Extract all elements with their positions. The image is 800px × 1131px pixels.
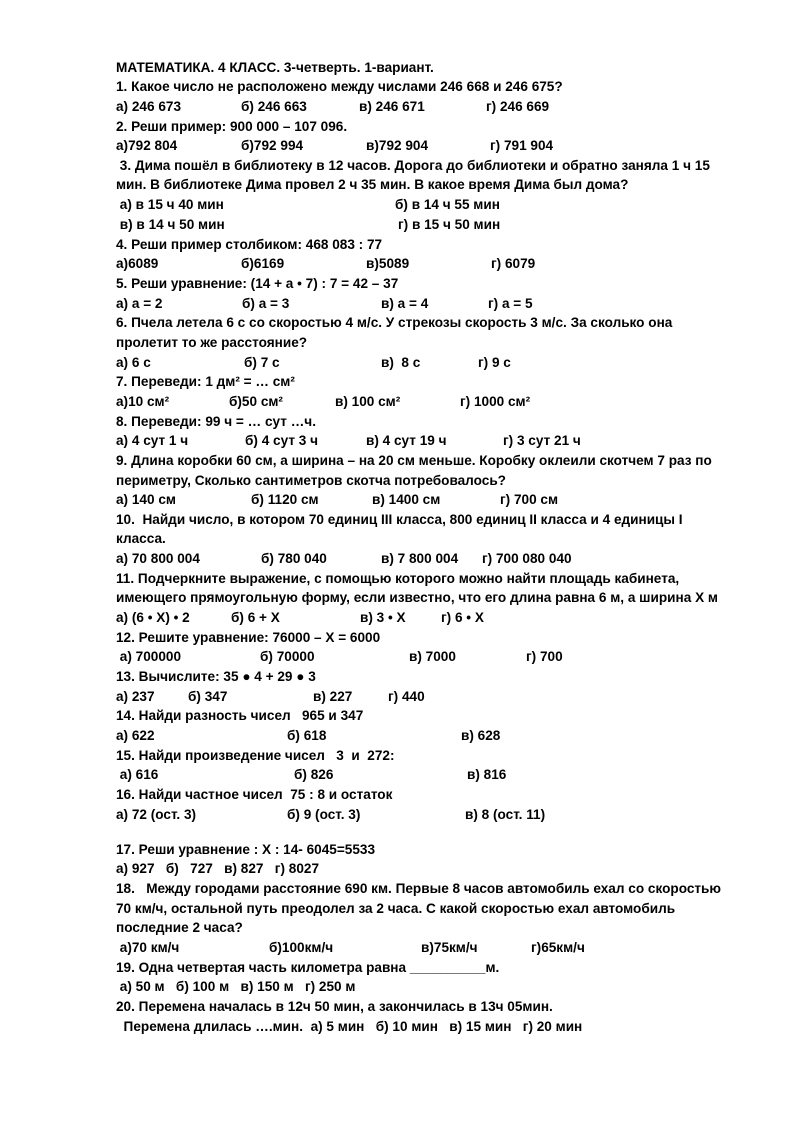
q11-option-b: б) 6 + Х — [231, 610, 280, 625]
q10-option-b: б) 780 040 — [261, 551, 327, 566]
q2-option-b: б)792 994 — [241, 138, 304, 153]
q17-options: а) 927 б) 727 в) 827 г) 8027 — [116, 861, 320, 876]
q16-option-b: б) 9 (ост. 3) — [287, 807, 361, 822]
q19-options: а) 50 м б) 100 м в) 150 м г) 250 м — [116, 979, 356, 994]
question-11-text-line2: имеющего прямоугольную форму, если известно, что его длина равна 6 м, а ширина Х м — [116, 590, 718, 605]
question-4-text: 4. Реши пример столбиком: 468 083 : 77 — [116, 237, 383, 252]
question-10-text-line2: класса. — [116, 531, 166, 546]
question-18-text-line1: 18. Между городами расстояние 690 км. Первые 8 часов автомобиль ехал со скоростью — [116, 881, 722, 896]
q14-option-a: а) 622 — [116, 728, 155, 743]
q16-option-a: а) 72 (ост. 3) — [116, 807, 197, 822]
q4-option-b: б)6169 — [241, 256, 285, 271]
q13-option-d: г) 440 — [388, 689, 425, 704]
q12-option-a: а) 700000 — [116, 649, 182, 664]
q7-option-c: в) 100 см² — [335, 394, 401, 409]
question-15-text: 15. Найди произведение чисел 3 и 272: — [116, 748, 395, 763]
q12-option-d: г) 700 — [526, 649, 563, 664]
q10-option-d: г) 700 080 040 — [482, 551, 572, 566]
q12-option-b: б) 70000 — [260, 649, 315, 664]
q16-option-c: в) 8 (ост. 11) — [465, 807, 546, 822]
q11-option-a: а) (6 • Х) • 2 — [116, 610, 190, 625]
q1-option-c: в) 246 671 — [359, 99, 425, 114]
question-8-text: 8. Переведи: 99 ч = … сут …ч. — [116, 414, 316, 429]
q14-option-b: б) 618 — [287, 728, 327, 743]
q2-option-d: г) 791 904 — [490, 138, 554, 153]
q2-option-c: в)792 904 — [366, 138, 429, 153]
question-20-text-line2: Перемена длилась ….мин. а) 5 мин б) 10 мин в) 15 мин г) 20 мин — [116, 1019, 583, 1034]
q4-option-a: а)6089 — [116, 256, 159, 271]
question-2-text: 2. Реши пример: 900 000 – 107 096. — [116, 119, 348, 134]
q9-option-a: а) 140 см — [116, 492, 176, 507]
q13-option-c: в) 227 — [313, 689, 353, 704]
question-9-text-line2: периметру, Сколько сантиметров скотча потребовалось? — [116, 473, 506, 488]
q8-option-d: г) 3 сут 21 ч — [503, 433, 581, 448]
question-14-text: 14. Найди разность чисел 965 и 347 — [116, 708, 364, 723]
question-1-text: 1. Какое число не расположено между числами 246 668 и 246 675? — [116, 79, 563, 94]
question-5-text: 5. Реши уравнение: (14 + а • 7) : 7 = 42 – 37 — [116, 276, 399, 291]
q6-option-d: г) 9 с — [478, 355, 511, 370]
question-11-text-line1: 11. Подчеркните выражение, с помощью которого можно найти площадь кабинета, — [116, 571, 680, 586]
q1-option-a: а) 246 673 — [116, 99, 182, 114]
q8-option-a: а) 4 сут 1 ч — [116, 433, 189, 448]
q5-option-a: а) а = 2 — [116, 296, 163, 311]
q18-option-b: б)100км/ч — [269, 940, 334, 955]
q13-option-b: б) 347 — [188, 689, 228, 704]
q10-option-c: в) 7 800 004 — [381, 551, 459, 566]
q3-option-c: в) в 14 ч 50 мин — [116, 217, 225, 232]
q5-option-c: в) а = 4 — [381, 296, 429, 311]
question-7-text: 7. Переведи: 1 дм² = … см² — [116, 374, 295, 389]
q4-option-c: в)5089 — [366, 256, 410, 271]
question-19-text: 19. Одна четвертая часть километра равна __________м. — [116, 960, 500, 975]
question-16-text: 16. Найди частное чисел 75 : 8 и остаток — [116, 787, 393, 802]
q7-option-d: г) 1000 см² — [460, 394, 531, 409]
q1-option-d: г) 246 669 — [486, 99, 550, 114]
q5-option-b: б) а = 3 — [242, 296, 290, 311]
q7-option-b: б)50 см² — [229, 394, 283, 409]
q12-option-c: в) 7000 — [409, 649, 456, 664]
worksheet-title: МАТЕМАТИКА. 4 КЛАСС. 3-четверть. 1-вариант. — [116, 60, 434, 75]
question-3-text-line2: мин. В библиотеке Дима провел 2 ч 35 мин. В какое время Дима был дома? — [116, 177, 629, 192]
q11-option-d: г) 6 • Х — [441, 610, 484, 625]
q3-option-a: а) в 15 ч 40 мин — [116, 197, 224, 212]
q15-option-b: б) 826 — [294, 767, 334, 782]
question-18-text-line2: 70 км/ч, остальной путь преодолел за 2 часа. С какой скоростью ехал автомобиль — [116, 901, 676, 916]
q6-option-a: а) 6 с — [116, 355, 151, 370]
q15-option-a: а) 616 — [116, 767, 159, 782]
q13-option-a: а) 237 — [116, 689, 155, 704]
q8-option-c: в) 4 сут 19 ч — [366, 433, 447, 448]
question-13-text: 13. Вычислите: 35 ● 4 + 29 ● 3 — [116, 669, 316, 684]
q2-option-a: а)792 804 — [116, 138, 178, 153]
q3-option-d: г) в 15 ч 50 мин — [398, 217, 501, 232]
q18-option-c: в)75км/ч — [421, 940, 478, 955]
q1-option-b: б) 246 663 — [241, 99, 307, 114]
question-6-text-line1: 6. Пчела летела 6 с со скоростью 4 м/с. У стрекозы скорость 3 м/с. За сколько она — [116, 315, 673, 330]
question-20-text-line1: 20. Перемена началась в 12ч 50 мин, а закончилась в 13ч 05мин. — [116, 999, 553, 1014]
q9-option-c: в) 1400 см — [372, 492, 441, 507]
question-9-text-line1: 9. Длина коробки 60 см, а ширина – на 20 см меньше. Коробку оклеили скотчем 7 раз по — [116, 453, 712, 468]
q9-option-b: б) 1120 см — [251, 492, 319, 507]
q15-option-c: в) 816 — [467, 767, 507, 782]
q10-option-a: а) 70 800 004 — [116, 551, 200, 566]
q3-option-b: б) в 14 ч 55 мин — [395, 197, 500, 212]
q7-option-a: а)10 см² — [116, 394, 170, 409]
q9-option-d: г) 700 см — [500, 492, 559, 507]
q14-option-c: в) 628 — [461, 728, 501, 743]
q8-option-b: б) 4 сут 3 ч — [245, 433, 318, 448]
question-10-text-line1: 10. Найди число, в котором 70 единиц III класса, 800 единиц II класса и 4 единицы I — [116, 512, 683, 527]
question-17-text: 17. Реши уравнение : Х : 14- 6045=5533 — [116, 842, 375, 857]
q6-option-c: в) 8 с — [381, 355, 421, 370]
q6-option-b: б) 7 с — [244, 355, 280, 370]
q11-option-c: в) 3 • Х — [360, 610, 406, 625]
q5-option-d: г) а = 5 — [488, 296, 533, 311]
question-18-text-line3: последние 2 часа? — [116, 920, 243, 935]
question-12-text: 12. Решите уравнение: 76000 – Х = 6000 — [116, 630, 381, 645]
q4-option-d: г) 6079 — [491, 256, 536, 271]
q18-option-a: а)70 км/ч — [116, 940, 180, 955]
question-3-text-line1: 3. Дима пошёл в библиотеку в 12 часов. Дорога до библиотеки и обратно заняла 1 ч 15 — [116, 158, 710, 173]
q18-option-d: г)65км/ч — [531, 940, 585, 955]
question-6-text-line2: пролетит то же расстояние? — [116, 335, 308, 350]
